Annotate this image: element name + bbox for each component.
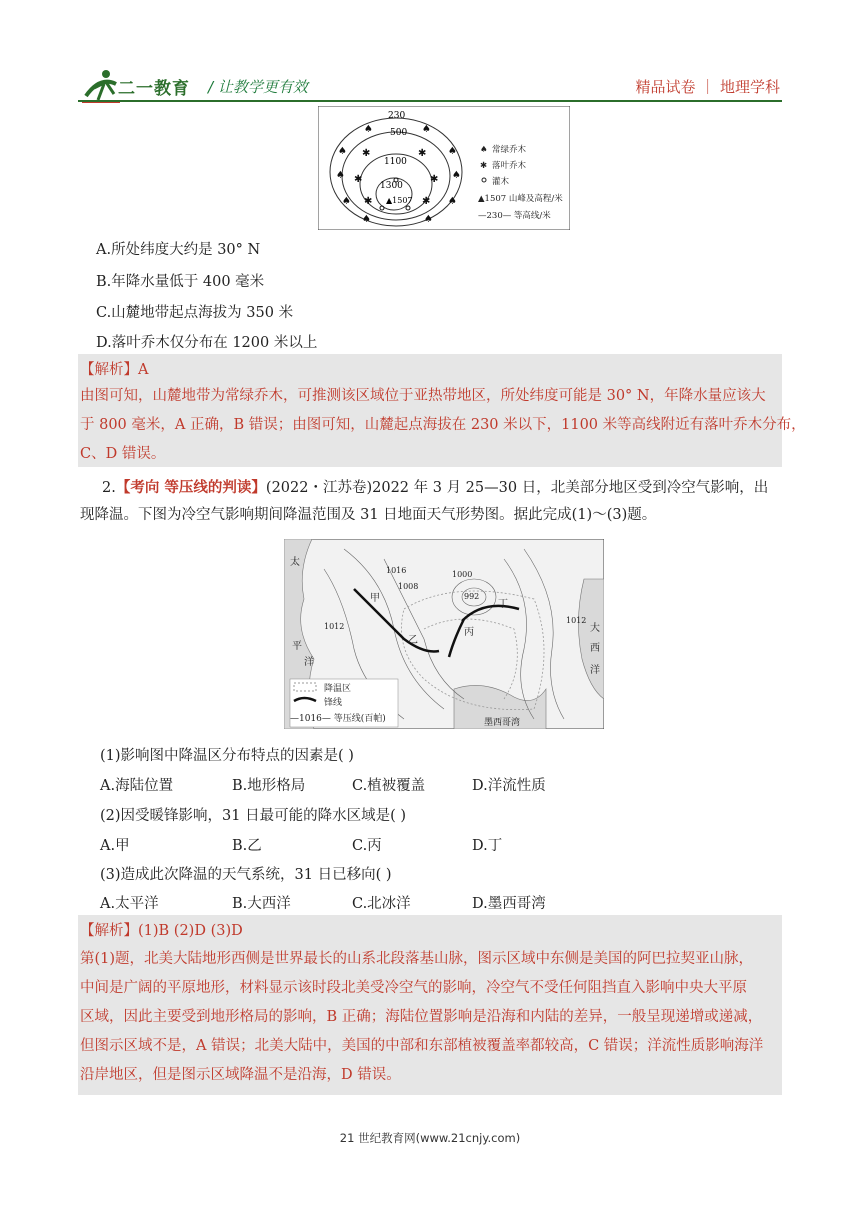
- svg-text:♠: ♠: [362, 214, 371, 225]
- svg-text:1016: 1016: [386, 566, 407, 575]
- svg-text:洋: 洋: [590, 665, 600, 676]
- svg-text:✱: ✱: [364, 196, 373, 207]
- svg-text:♠: ♠: [448, 196, 457, 207]
- svg-text:♠: ♠: [336, 170, 345, 181]
- subq1-option-d: D.洋流性质: [472, 778, 546, 794]
- svg-text:落叶乔木: 落叶乔木: [492, 161, 527, 171]
- q2-answer-tag: 【解析】(1)B (2)D (3)D: [80, 923, 243, 939]
- contour-label-1100: 1100: [384, 157, 407, 167]
- contour-label-1300: 1300: [380, 181, 403, 191]
- svg-text:✱: ✱: [354, 174, 363, 185]
- subq2-option-b: B.乙: [232, 838, 262, 854]
- svg-text:墨西哥湾: 墨西哥湾: [484, 718, 521, 728]
- svg-text:✱: ✱: [422, 196, 431, 207]
- subject-label: 精品试卷 ｜ 地理学科: [635, 78, 780, 96]
- svg-text:锋线: 锋线: [324, 698, 343, 708]
- subq2-option-c: C.丙: [352, 838, 382, 854]
- svg-text:常绿乔木: 常绿乔木: [492, 145, 527, 155]
- subq3-option-c: C.北冰洋: [352, 896, 411, 912]
- svg-text:♠: ♠: [342, 196, 351, 207]
- logo-text: 二一教育: [118, 79, 190, 99]
- svg-text:✱: ✱: [418, 148, 427, 159]
- svg-text:1008: 1008: [398, 582, 419, 591]
- svg-text:洋: 洋: [304, 657, 314, 668]
- svg-text:♠: ♠: [424, 214, 433, 225]
- svg-text:太: 太: [290, 557, 300, 568]
- svg-text:♠: ♠: [448, 146, 457, 157]
- subq3-option-a: A.太平洋: [100, 896, 159, 912]
- subq2-option-d: D.丁: [472, 838, 503, 854]
- q1-answer-box: [78, 354, 806, 467]
- q2-stem: 2.【考向 等压线的判读】(2022・江苏卷)2022 年 3 月 25—30 日，北美部分地区受到冷空气影响，出 现降温。下图为冷空气影响期间降温范围及 31 日地面天气形势图。据此完成(1)～(3)题。: [80, 479, 769, 523]
- q1-answer-text: 由图可知，山麓地带为常绿乔木，可推测该区域位于亚热带地区，所处纬度可能是 30° N，年降水量应该大 于 800 毫米，A 正确，B 错误；由图可知，山麓起点海拔在 230 米以下，1100 米等高线附近有落叶乔木分布， C、D 错误。: [80, 388, 806, 462]
- svg-text:✱: ✱: [362, 148, 371, 159]
- svg-text:甲: 甲: [370, 593, 380, 604]
- svg-text:1000: 1000: [452, 570, 473, 579]
- q1-option-a: A.所处纬度大约是 30° N: [96, 242, 261, 258]
- subq1-option-c: C.植被覆盖: [352, 778, 426, 794]
- svg-text:992: 992: [464, 592, 480, 601]
- q2-answer-box: [78, 915, 782, 1095]
- svg-text:西: 西: [590, 643, 600, 654]
- svg-text:丁: 丁: [498, 599, 508, 610]
- svg-text:♠: ♠: [338, 146, 347, 157]
- svg-text:♠: ♠: [422, 124, 431, 135]
- q1-option-c: C.山麓地带起点海拔为 350 米: [96, 305, 294, 321]
- svg-text:♠: ♠: [480, 145, 488, 155]
- q1-option-d: D.落叶乔木仅分布在 1200 米以上: [96, 335, 318, 351]
- figure2-legend: [290, 679, 398, 727]
- q1-answer-tag: 【解析】A: [80, 362, 149, 378]
- subq2-stem: (2)因受暖锋影响，31 日最可能的降水区域是( ): [100, 808, 407, 824]
- contour-label-230: 230: [388, 111, 406, 121]
- contour-label-500: 500: [390, 128, 408, 138]
- svg-text:✱: ✱: [430, 174, 439, 185]
- slogan: / 让教学更有效: [208, 78, 308, 96]
- svg-text:1012: 1012: [324, 622, 345, 631]
- subq3-option-b: B.大西洋: [232, 896, 291, 912]
- svg-text:灌木: 灌木: [492, 177, 510, 187]
- subq1-stem: (1)影响图中降温区分布特点的因素是( ): [100, 748, 354, 764]
- q2-topic-tag: 【考向 等压线的判读】: [115, 479, 266, 496]
- svg-text:1012: 1012: [566, 616, 587, 625]
- svg-text:♠: ♠: [452, 170, 461, 181]
- svg-text:—1016— 等压线(百帕): —1016— 等压线(百帕): [290, 714, 386, 724]
- subq3-option-d: D.墨西哥湾: [472, 896, 546, 912]
- q2-answer-text: 第(1)题，北美大陆地形西侧是世界最长的山系北段落基山脉，图示区域中东侧是美国的阿巴拉契亚山脉， 中间是广阔的平原地形，材料显示该时段北美受冷空气的影响，冷空气不受任何阻挡直入影响中央大平原 区域，因此主要受到地形格局的影响，B 正确；海陆位置影响是沿海和内陆的差异，一般呈现递增或递减， 但图示区域不是，A 错误；北美大陆中，美国的中部和东部植被覆盖率都较高，C 错误；洋流性质影响海洋 沿岸地区，但是图示区域降温不是沿海，D 错误。: [80, 951, 764, 1083]
- svg-text:♠: ♠: [364, 124, 373, 135]
- subq3-stem: (3)造成此次降温的天气系统，31 日已移向( ): [100, 867, 392, 883]
- svg-text:✱: ✱: [480, 161, 488, 171]
- subq1-option-b: B.地形格局: [232, 778, 306, 794]
- svg-text:大: 大: [590, 623, 600, 634]
- svg-text:乙: 乙: [408, 635, 418, 646]
- peak-label: ▲1507: [386, 196, 413, 205]
- svg-text:▲1507 山峰及高程/米: ▲1507 山峰及高程/米: [478, 194, 563, 204]
- figure-vegetation-contour-map: [318, 106, 570, 230]
- svg-text:丙: 丙: [464, 627, 474, 638]
- figure-north-america-weather-map: [284, 539, 604, 729]
- svg-text:平: 平: [292, 641, 302, 652]
- page-footer: 21 世纪教育网(www.21cnjy.com): [339, 1131, 521, 1145]
- svg-text:降温区: 降温区: [324, 684, 352, 694]
- subq2-option-a: A.甲: [100, 838, 130, 854]
- header-divider: [78, 100, 782, 102]
- svg-text:—230— 等高线/米: —230— 等高线/米: [478, 211, 551, 221]
- subq1-option-a: A.海陆位置: [100, 778, 174, 794]
- q1-option-b: B.年降水量低于 400 毫米: [96, 274, 265, 290]
- page-header: [0, 0, 860, 110]
